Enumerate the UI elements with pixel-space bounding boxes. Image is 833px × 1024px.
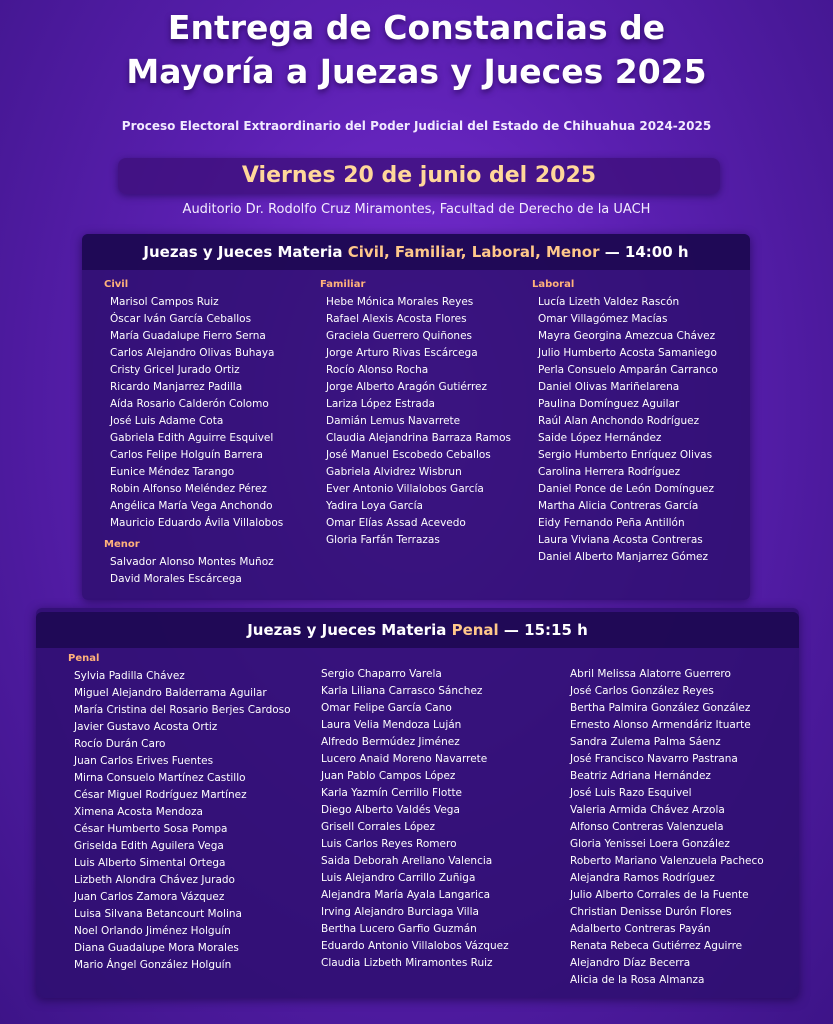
name-list [320,294,511,549]
column-penal-1 [68,652,291,974]
judge-name: Lariza López Estrada [326,398,435,410]
judge-name: Abril Melissa Alatorre Guerrero [570,668,731,680]
heading-time: — 15:15 h [498,621,588,639]
judge-name: David Morales Escárcega [110,573,242,585]
judge-name: Carolina Herrera Rodríguez [538,466,681,478]
judge-name: Juan Carlos Erives Fuentes [74,755,214,767]
judge-name: Alejandra Ramos Rodríguez [570,872,715,884]
judge-name: Adalberto Contreras Payán [570,923,711,935]
judge-name: Robin Alfonso Meléndez Pérez [110,483,267,495]
judge-name: Ernesto Alonso Armendáriz Ituarte [570,719,751,731]
judge-name: Rocío Durán Caro [74,738,166,750]
judge-name: Salvador Alonso Montes Muñoz [110,556,274,568]
judge-name: Aída Rosario Calderón Colomo [110,398,269,410]
judge-name: Marisol Campos Ruiz [110,296,219,308]
judge-name: Jorge Arturo Rivas Escárcega [326,347,478,359]
judge-name: Damián Lemus Navarrete [326,415,461,427]
judge-name: Alejandro Díaz Becerra [570,957,691,969]
judge-name: Mario Ángel González Holguín [74,959,232,971]
judge-name: Julio Alberto Corrales de la Fuente [570,889,749,901]
judge-name: Eduardo Antonio Villalobos Vázquez [321,940,509,952]
judge-name: César Miguel Rodríguez Martínez [74,789,247,801]
judge-name: Mauricio Eduardo Ávila Villalobos [110,517,284,529]
judge-name: Miguel Alejandro Balderrama Aguilar [74,687,267,699]
judge-name: Bertha Palmira González González [570,702,751,714]
judge-name: Jorge Alberto Aragón Gutiérrez [326,381,488,393]
judge-name: José Carlos González Reyes [570,685,714,697]
category-label: Laboral [532,279,575,290]
judge-name: Daniel Ponce de León Domínguez [538,483,715,495]
column-familiar [320,278,511,549]
judge-name: Roberto Mariano Valenzuela Pacheco [570,855,764,867]
title-line-2: Mayoría a Juezas y Jueces 2025 [126,52,707,91]
judge-name: Renata Rebeca Gutiérrez Aguirre [570,940,743,952]
judge-name: Diana Guadalupe Mora Morales [74,942,239,954]
judge-name: José Francisco Navarro Pastrana [570,753,738,765]
judge-name: Raúl Alan Anchondo Rodríguez [538,415,700,427]
name-list [532,294,718,566]
name-list [104,554,283,588]
column-penal-3 [570,666,764,989]
judge-name: Omar Felipe García Cano [321,702,452,714]
judge-name: Paulina Domínguez Aguilar [538,398,680,410]
judge-name: Graciela Guerrero Quiñones [326,330,473,342]
judge-name: Karla Liliana Carrasco Sánchez [321,685,483,697]
session-penal-panel [36,608,799,998]
category-label: Familiar [320,279,366,290]
judge-name: Alejandra María Ayala Langarica [321,889,491,901]
column-civil [104,278,283,588]
judge-name: Lucero Anaid Moreno Navarrete [321,753,488,765]
category-label: Civil [104,279,129,290]
judge-name: Diego Alberto Valdés Vega [321,804,460,816]
judge-name: Luisa Silvana Betancourt Molina [74,908,242,920]
judge-name: Rocío Alonso Rocha [326,364,429,376]
judge-name: Martha Alicia Contreras García [538,500,699,512]
judge-name: Carlos Alejandro Olivas Buhaya [110,347,275,359]
judge-name: Gabriela Alvidrez Wisbrun [326,466,462,478]
judge-name: Lizbeth Alondra Chávez Jurado [74,874,235,886]
judge-name: Eidy Fernando Peña Antillón [538,517,685,529]
name-list [570,666,764,989]
session-penal-heading [36,612,799,648]
judge-name: Daniel Olivas Mariñelarena [538,381,680,393]
judge-name: Sylvia Padilla Chávez [74,670,185,682]
heading-highlight: Penal [451,621,499,639]
judge-name: Carlos Felipe Holguín Barrera [110,449,263,461]
page-title [0,6,833,94]
judge-name: Claudia Lizbeth Miramontes Ruiz [321,957,493,969]
judge-name: Hebe Mónica Morales Reyes [326,296,474,308]
heading-highlight: Civil, Familiar, Laboral, Menor [347,243,600,261]
judge-name: Omar Elías Assad Acevedo [326,517,466,529]
judge-name: Saida Deborah Arellano Valencia [321,855,493,867]
judge-name: Luis Alejandro Carrillo Zuñiga [321,872,476,884]
judge-name: Christian Denisse Durón Flores [570,906,732,918]
judge-name: Ricardo Manjarrez Padilla [110,381,243,393]
category-label: Penal [68,653,100,664]
judge-name: Griselda Edith Aguilera Vega [74,840,224,852]
judge-name: Ximena Acosta Mendoza [74,806,203,818]
judge-name: Laura Velia Mendoza Luján [321,719,462,731]
judge-name: Noel Orlando Jiménez Holguín [74,925,231,937]
judge-name: Juan Carlos Zamora Vázquez [74,891,225,903]
judge-name: Saide López Hernández [538,432,662,444]
judge-name: Gabriela Edith Aguirre Esquivel [110,432,274,444]
event-venue: Auditorio Dr. Rodolfo Cruz Miramontes, Facultad de Derecho de la UACH [182,202,651,217]
judge-name: Irving Alejandro Burciaga Villa [321,906,479,918]
title-line-1: Entrega de Constancias de [167,8,666,47]
judge-name: Óscar Iván García Ceballos [110,313,252,325]
judge-name: Alfonso Contreras Valenzuela [570,821,724,833]
judge-name: Alicia de la Rosa Almanza [570,974,705,986]
name-list [104,294,283,532]
judge-name: Javier Gustavo Acosta Ortiz [74,721,218,733]
judge-name: Gloria Yenissei Loera González [570,838,730,850]
judge-name: Lucía Lizeth Valdez Rascón [538,296,680,308]
judge-name: Juan Pablo Campos López [321,770,456,782]
judge-name: Luis Carlos Reyes Romero [321,838,457,850]
judge-name: Perla Consuelo Amparán Carranco [538,364,718,376]
judge-name: Angélica María Vega Anchondo [110,500,273,512]
judge-name: Luis Alberto Simental Ortega [74,857,226,869]
category-label: Menor [104,539,140,550]
judge-name: Gloria Farfán Terrazas [326,534,440,546]
judge-name: Sergio Humberto Enríquez Olivas [538,449,713,461]
judge-name: José Luis Razo Esquivel [570,787,692,799]
judge-name: Julio Humberto Acosta Samaniego [538,347,717,359]
judge-name: Laura Viviana Acosta Contreras [538,534,703,546]
judge-name: Mirna Consuelo Martínez Castillo [74,772,246,784]
judge-name: Claudia Alejandrina Barraza Ramos [326,432,512,444]
judge-name: Alfredo Bermúdez Jiménez [321,736,460,748]
judge-name: Mayra Georgina Amezcua Chávez [538,330,716,342]
name-list [321,666,509,972]
heading-time: — 14:00 h [599,243,689,261]
judge-name: María Guadalupe Fierro Serna [110,330,266,342]
judge-name: Valeria Armida Chávez Arzola [570,804,725,816]
judge-name: Ever Antonio Villalobos García [326,483,484,495]
judge-name: José Luis Adame Cota [110,415,224,427]
judge-name: Omar Villagómez Macías [538,313,668,325]
judge-name: Cristy Gricel Jurado Ortiz [110,364,240,376]
judge-name: Rafael Alexis Acosta Flores [326,313,467,325]
name-list [68,668,291,974]
column-laboral [532,278,718,566]
column-penal-2 [321,666,509,972]
judge-name: José Manuel Escobedo Ceballos [326,449,491,461]
session-civil-heading [82,234,750,270]
judge-name: Beatriz Adriana Hernández [570,770,711,782]
judge-name: Karla Yazmín Cerrillo Flotte [321,787,463,799]
judge-name: Yadira Loya García [326,500,423,512]
heading-prefix: Juezas y Jueces Materia [247,621,452,639]
event-date: Viernes 20 de junio del 2025 [118,158,720,194]
judge-name: Sandra Zulema Palma Sáenz [570,736,721,748]
heading-prefix: Juezas y Jueces Materia [143,243,348,261]
judge-name: Daniel Alberto Manjarrez Gómez [538,551,709,563]
session-civil-panel [82,234,750,600]
judge-name: Eunice Méndez Tarango [110,466,235,478]
subtitle: Proceso Electoral Extraordinario del Poder Judicial del Estado de Chihuahua 2024-2025 [121,119,712,133]
judge-name: César Humberto Sosa Pompa [74,823,228,835]
judge-name: Grisell Corrales López [321,821,436,833]
judge-name: María Cristina del Rosario Berjes Cardoso [74,704,291,716]
judge-name: Bertha Lucero Garfio Guzmán [321,923,477,935]
judge-name: Sergio Chaparro Varela [321,668,442,680]
